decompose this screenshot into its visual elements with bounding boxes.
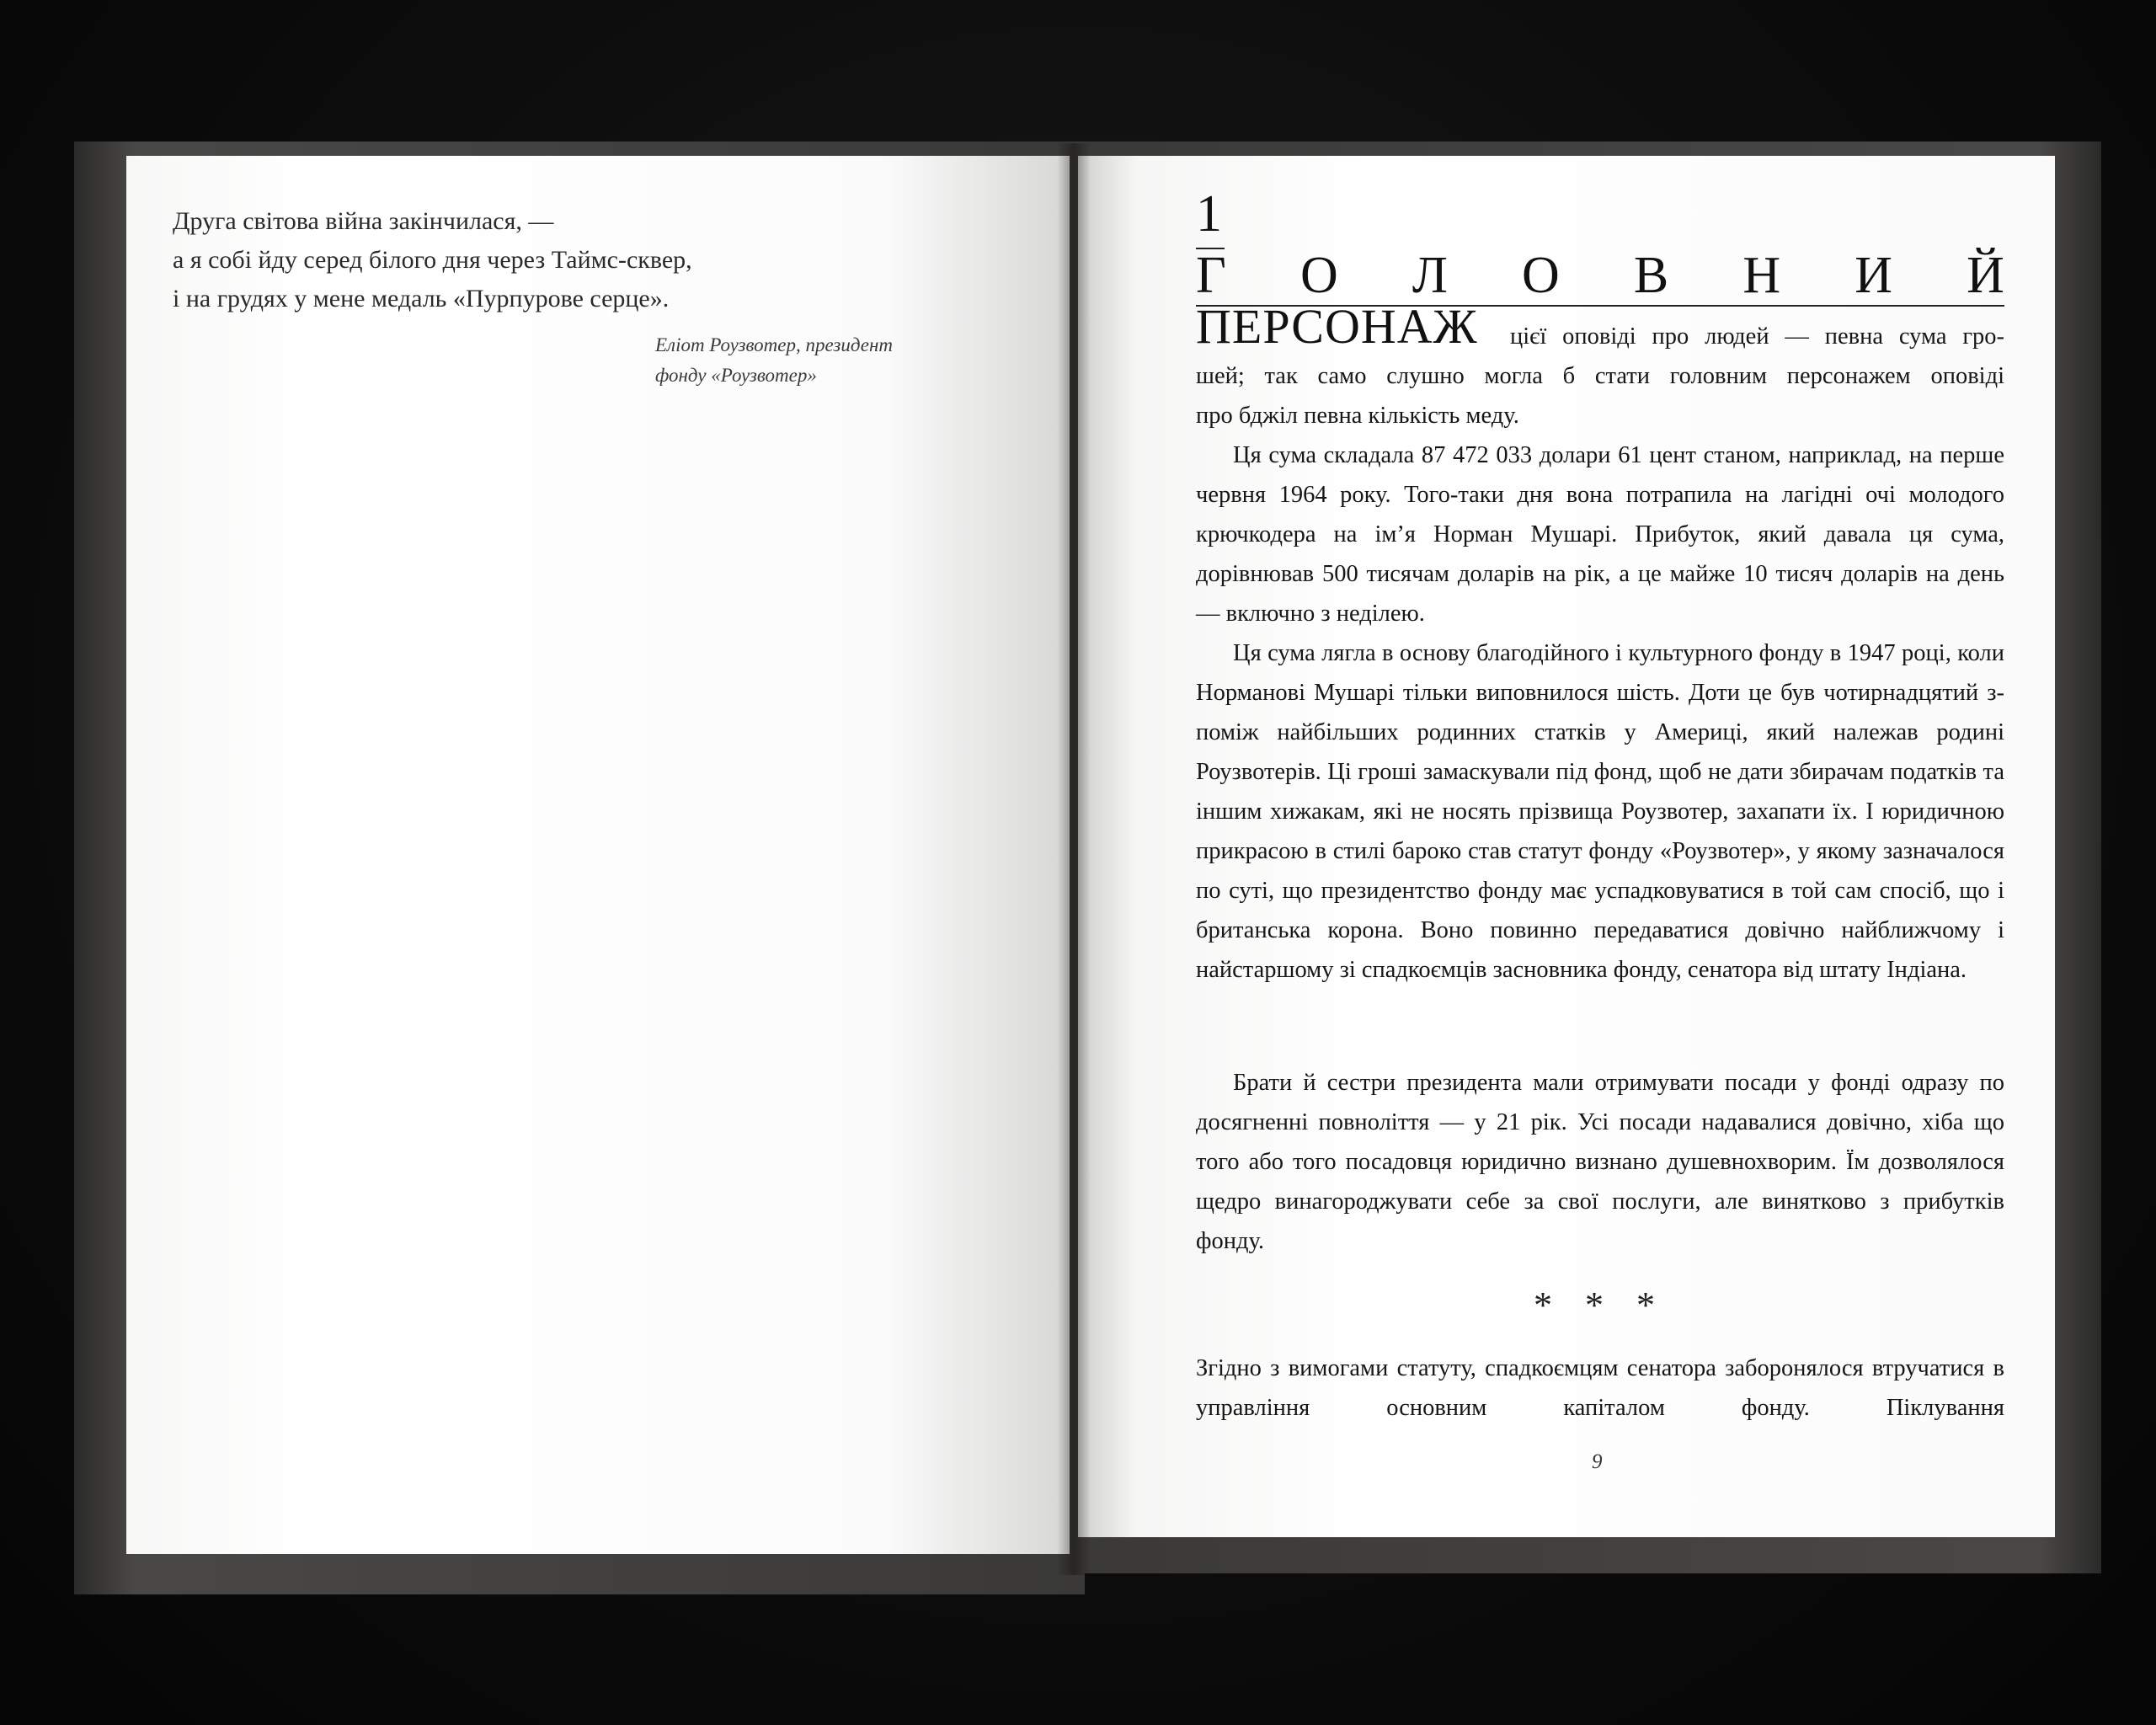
body-paragraph: Згідно з вимогами статуту, спадкоємцям сенатора заборонялося втручатися в управління основним капіталом фонду. Піклування	[1196, 1355, 2004, 1421]
chapter-number: 1	[1196, 185, 1222, 243]
title-letter: Л	[1412, 246, 1448, 304]
title-letter: Г	[1196, 246, 1226, 304]
title-letter: В	[1633, 246, 1669, 304]
chapter-title-line2: ПЕРСОНАЖ	[1196, 299, 1478, 354]
page-number: 9	[1592, 1450, 1603, 1473]
epigraph-line: і на грудях у мене медаль «Пурпурове серце».	[173, 285, 670, 312]
epigraph-attribution	[655, 330, 992, 391]
lead-line: шей; так само слушно могла б стати головним персонажем оповіді	[1196, 363, 2004, 389]
title-letter: Й	[1967, 246, 2004, 304]
epigraph-line: а я собі йду серед білого дня через Таймс-сквер,	[173, 246, 692, 274]
epigraph-line: Друга світова війна закінчилася, —	[173, 207, 554, 235]
attribution-line: Еліот Роузвотер, президент	[655, 334, 893, 355]
body-paragraph: Брати й сестри президента мали отримувати посади у фонді одразу по досягненні повноліття — у 21 рік. Усі посади надавалися довічно, хіба що того або того посадовця юридично визнано душевнохворим. Їм дозволялося щедро винагороджувати себе за свої послуги, але винятково з прибутків фонду.	[1196, 1070, 2004, 1254]
title-letter: О	[1522, 246, 1560, 304]
title-letter: О	[1299, 246, 1338, 304]
title-letter: Н	[1742, 246, 1781, 304]
epigraph	[173, 202, 931, 318]
attribution-line: фонду «Роузвотер»	[655, 365, 817, 386]
body-paragraph: Ця сума лягла в основу благодійного і культурного фонду в 1947 році, коли Нормановi Мушарі тільки виповнилося шість. Доти це був чотирнадцятий з-поміж найбільших родинних статків у Америці, який належав родині Роузвотерів. Ці гроші замаскували під фонд, щоб не дати збирачам податків та іншим хижакам, які не носять прізвища Роузвотер, захапати їх. І юридичною прикрасою в стилі бароко став статут фонду «Роузвотер», у якому зазначалося по суті, що президентство фонду має успадковуватися в той сам спосіб, що і британська корона. Воно повинно передаватися довічно найближчому і найстаршому зі спадкоємців засновника фонду, сенатора від штату Індіана.	[1196, 640, 2004, 983]
title-letter: И	[1854, 246, 1893, 304]
chapter-title-line1	[1196, 246, 2004, 305]
lead-line: цієї оповіді про людей — певна сума гро-	[1510, 323, 2004, 350]
lead-line: про бджіл певна кількість меду.	[1196, 403, 1519, 429]
book-gutter	[1057, 143, 1091, 1575]
body-paragraph: Ця сума складала 87 472 033 долари 61 цент станом, наприклад, на перше червня 1964 року. Того-таки дня вона потрапила на лагідні очі молодого крючкодера на ім’я Норман Мушарі. Прибуток, який давала ця сума, дорівнював 500 тисячам доларів на рік, а це майже 10 тисяч доларів на день — включно з неділею.	[1196, 442, 2004, 627]
section-separator: * * *	[1534, 1284, 1667, 1326]
